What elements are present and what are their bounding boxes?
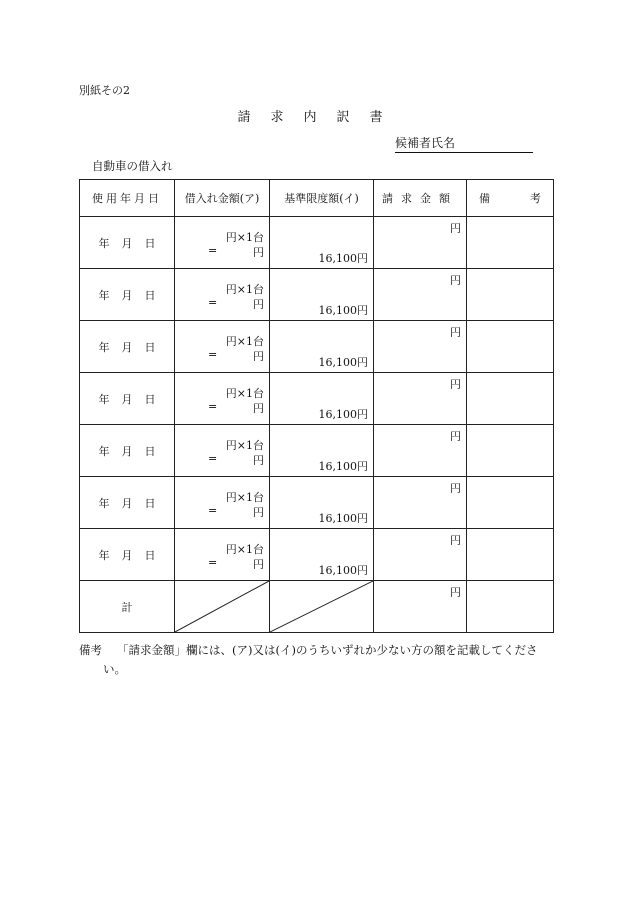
header-claim: 請求金額 (374, 180, 467, 217)
day-unit: 日 (144, 444, 156, 458)
total-remarks-cell[interactable] (467, 581, 554, 633)
yen-unit: 円 (450, 378, 461, 391)
equals-sign: = (208, 244, 218, 257)
remarks-cell[interactable] (467, 477, 554, 529)
equals-line (208, 348, 264, 364)
borrow-amount-cell[interactable] (175, 269, 270, 321)
date-cell[interactable] (80, 269, 175, 321)
header-remarks (467, 180, 554, 217)
day-unit: 日 (144, 288, 156, 302)
remarks-cell[interactable] (467, 529, 554, 581)
table-row (80, 373, 554, 425)
equals-line (208, 452, 264, 468)
limit-value: 16,100円 (318, 460, 368, 473)
equals-sign: = (208, 504, 218, 517)
equals-sign: = (208, 296, 218, 309)
yen-unit: 円 (253, 506, 264, 519)
candidate-name-label: 候補者氏名 (395, 134, 533, 153)
yen-unit: 円 (450, 534, 461, 547)
date-cell[interactable] (80, 477, 175, 529)
remarks-header-char: 考 (530, 192, 541, 205)
date-cell[interactable] (80, 425, 175, 477)
footnote (79, 641, 559, 679)
yen-unit: 円 (450, 222, 461, 235)
yen-unit: 円 (253, 246, 264, 259)
day-unit: 日 (144, 496, 156, 510)
equals-line (208, 244, 264, 260)
borrow-amount-cell[interactable] (175, 477, 270, 529)
limit-cell (270, 529, 374, 581)
date-cell[interactable] (80, 217, 175, 269)
yen-unit: 円 (253, 558, 264, 571)
borrow-amount-cell[interactable] (175, 529, 270, 581)
table-row (80, 425, 554, 477)
claim-cell[interactable] (374, 373, 467, 425)
equals-sign: = (208, 452, 218, 465)
equals-line (208, 504, 264, 520)
yen-unit: 円 (450, 274, 461, 287)
date-cell[interactable] (80, 529, 175, 581)
date-cell[interactable] (80, 321, 175, 373)
year-unit: 年 (98, 236, 110, 250)
limit-cell (270, 373, 374, 425)
limit-cell (270, 477, 374, 529)
equals-line (208, 296, 264, 312)
yen-unit: 円 (253, 350, 264, 363)
limit-cell (270, 321, 374, 373)
year-unit: 年 (98, 548, 110, 562)
month-unit: 月 (121, 392, 133, 406)
equals-sign: = (208, 348, 218, 361)
header-date: 使用年月日 (80, 180, 175, 217)
limit-cell (270, 217, 374, 269)
total-limit-cell (270, 581, 374, 633)
day-unit: 日 (144, 548, 156, 562)
claim-cell[interactable] (374, 217, 467, 269)
table-row (80, 529, 554, 581)
diagonal-line (175, 581, 269, 632)
limit-cell (270, 425, 374, 477)
diagonal-line (270, 581, 373, 632)
remarks-cell[interactable] (467, 217, 554, 269)
borrow-amount-cell[interactable] (175, 217, 270, 269)
month-unit: 月 (121, 444, 133, 458)
section-title: 自動車の借入れ (92, 159, 173, 173)
remarks-cell[interactable] (467, 425, 554, 477)
total-borrow-cell (175, 581, 270, 633)
limit-value: 16,100円 (318, 564, 368, 577)
table-row (80, 477, 554, 529)
header-borrow-amount: 借入れ金額(ア) (175, 180, 270, 217)
yen-unit: 円 (253, 402, 264, 415)
month-unit: 月 (121, 548, 133, 562)
equals-sign: = (208, 400, 218, 413)
claim-cell[interactable] (374, 529, 467, 581)
claim-cell[interactable] (374, 477, 467, 529)
day-unit: 日 (144, 236, 156, 250)
limit-value: 16,100円 (318, 252, 368, 265)
per-vehicle-label: 円×1台 (225, 335, 264, 348)
month-unit: 月 (121, 496, 133, 510)
limit-value: 16,100円 (318, 408, 368, 421)
equals-line (208, 400, 264, 416)
equals-sign: = (208, 556, 218, 569)
year-unit: 年 (98, 496, 110, 510)
yen-unit: 円 (450, 326, 461, 339)
breakdown-table (79, 179, 554, 633)
day-unit: 日 (144, 392, 156, 406)
yen-unit: 円 (253, 454, 264, 467)
yen-unit: 円 (450, 430, 461, 443)
remarks-cell[interactable] (467, 269, 554, 321)
month-unit: 月 (121, 236, 133, 250)
document-title: 請求内訳書 (237, 110, 403, 125)
document-id: 別紙その2 (79, 84, 130, 97)
year-unit: 年 (98, 288, 110, 302)
per-vehicle-label: 円×1台 (225, 543, 264, 556)
date-cell[interactable] (80, 373, 175, 425)
table-row (80, 269, 554, 321)
month-unit: 月 (121, 288, 133, 302)
table-row (80, 321, 554, 373)
remarks-cell[interactable] (467, 321, 554, 373)
per-vehicle-label: 円×1台 (225, 491, 264, 504)
limit-value: 16,100円 (318, 512, 368, 525)
month-unit: 月 (121, 340, 133, 354)
claim-cell[interactable] (374, 425, 467, 477)
limit-cell (270, 269, 374, 321)
header-limit: 基準限度額(イ) (270, 180, 374, 217)
total-claim-cell[interactable]: 円 (374, 581, 467, 633)
year-unit: 年 (98, 444, 110, 458)
claim-cell[interactable] (374, 269, 467, 321)
limit-value: 16,100円 (318, 304, 368, 317)
yen-unit: 円 (253, 298, 264, 311)
day-unit: 日 (144, 340, 156, 354)
yen-unit: 円 (450, 482, 461, 495)
per-vehicle-label: 円×1台 (225, 439, 264, 452)
footnote-text: 「請求金額」欄には、(ア)又は(イ)のうちいずれか少ない方の額を記載してくださ い。 (103, 643, 538, 676)
table-row (80, 217, 554, 269)
borrow-amount-cell[interactable] (175, 373, 270, 425)
remarks-cell[interactable] (467, 373, 554, 425)
total-row (80, 581, 554, 633)
remarks-header-char: 備 (479, 192, 490, 205)
per-vehicle-label: 円×1台 (225, 231, 264, 244)
year-unit: 年 (98, 340, 110, 354)
per-vehicle-label: 円×1台 (225, 387, 264, 400)
borrow-amount-cell[interactable] (175, 321, 270, 373)
per-vehicle-label: 円×1台 (225, 283, 264, 296)
claim-cell[interactable] (374, 321, 467, 373)
year-unit: 年 (98, 392, 110, 406)
header-row (80, 180, 554, 217)
borrow-amount-cell[interactable] (175, 425, 270, 477)
footnote-lead: 備考 (79, 643, 102, 657)
limit-value: 16,100円 (318, 356, 368, 369)
equals-line (208, 556, 264, 572)
total-label: 計 (80, 581, 175, 633)
